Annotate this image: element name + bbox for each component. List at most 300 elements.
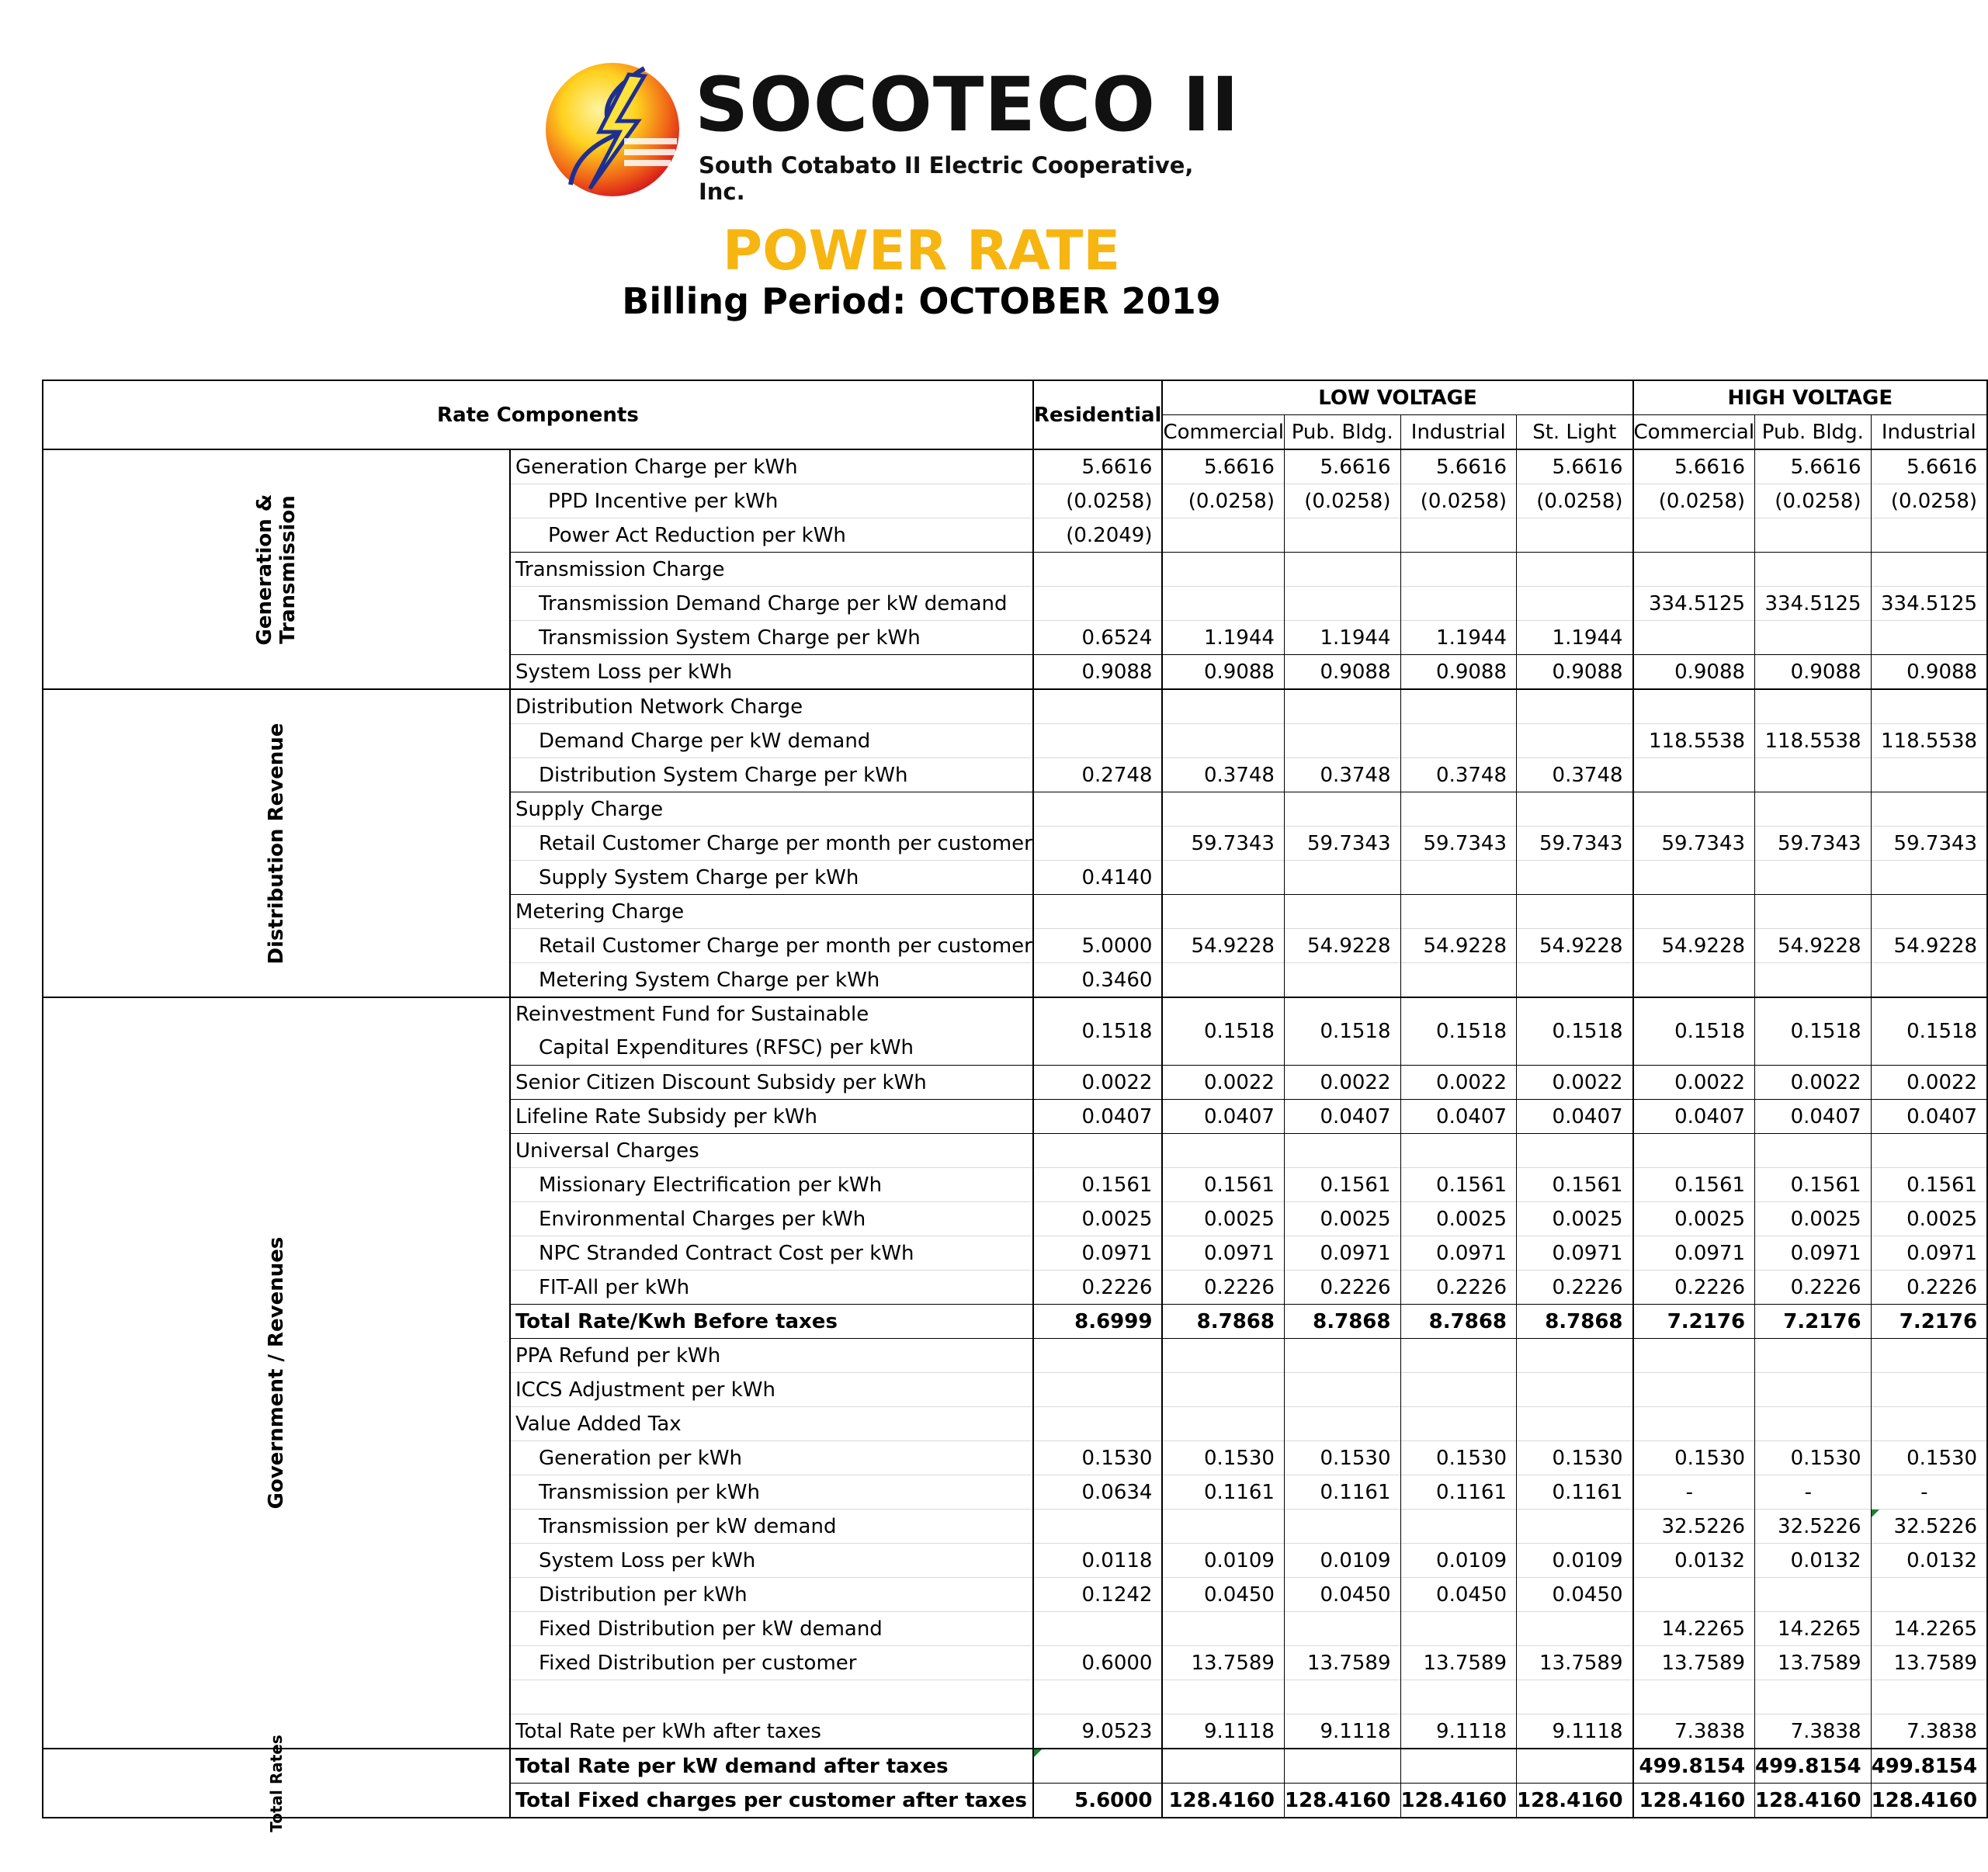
cell-lv-commercial bbox=[1162, 1612, 1284, 1646]
cell-lv-st-light bbox=[1517, 792, 1633, 827]
cell-hv-commercial bbox=[1633, 1373, 1755, 1407]
cell-hv-pub-bldg: 7.2176 bbox=[1755, 1305, 1872, 1339]
cell-residential bbox=[1033, 1612, 1163, 1646]
cell-hv-industrial bbox=[1871, 758, 1987, 792]
cell-residential bbox=[1033, 1373, 1163, 1407]
cell-hv-pub-bldg bbox=[1755, 792, 1872, 827]
cell-hv-pub-bldg bbox=[1755, 1339, 1872, 1373]
cell-hv-industrial: 13.7589 bbox=[1871, 1646, 1987, 1680]
cell-residential bbox=[1033, 1749, 1163, 1784]
cell-lv-st-light bbox=[1517, 1510, 1633, 1544]
cell-hv-pub-bldg: 0.0407 bbox=[1755, 1100, 1872, 1134]
cell-residential bbox=[1033, 1510, 1163, 1544]
cell-hv-industrial: 0.0407 bbox=[1871, 1100, 1987, 1134]
row-label: NPC Stranded Contract Cost per kWh bbox=[510, 1236, 1033, 1271]
cell-lv-st-light: 13.7589 bbox=[1517, 1646, 1633, 1680]
row-label: Lifeline Rate Subsidy per kWh bbox=[510, 1100, 1033, 1134]
cell-lv-industrial: 0.1561 bbox=[1400, 1168, 1517, 1202]
cell-hv-pub-bldg: - bbox=[1755, 1475, 1872, 1510]
cell-lv-commercial: 0.0025 bbox=[1162, 1202, 1284, 1236]
row-label: Distribution System Charge per kWh bbox=[510, 758, 1033, 792]
cell-hv-commercial bbox=[1633, 895, 1755, 929]
section-label-dist bbox=[43, 689, 510, 997]
cell-residential: 5.6616 bbox=[1033, 449, 1163, 484]
cell-hv-commercial bbox=[1633, 792, 1755, 827]
row-label: Supply Charge bbox=[510, 792, 1033, 827]
cell-lv-st-light: 0.2226 bbox=[1517, 1271, 1633, 1305]
cell-lv-commercial bbox=[1162, 1407, 1284, 1441]
cell-hv-pub-bldg: 334.5125 bbox=[1755, 587, 1872, 621]
cell-lv-industrial: 128.4160 bbox=[1400, 1784, 1517, 1818]
cell-lv-pub-bldg bbox=[1284, 1373, 1400, 1407]
cell-lv-industrial: 1.1944 bbox=[1400, 621, 1517, 655]
cell-lv-pub-bldg bbox=[1284, 1407, 1400, 1441]
row-label: Power Act Reduction per kWh bbox=[510, 518, 1033, 553]
cell-hv-commercial bbox=[1633, 518, 1755, 553]
page-title: POWER RATE bbox=[722, 219, 1121, 283]
cell-hv-pub-bldg: 7.3838 bbox=[1755, 1714, 1872, 1749]
row-label: ICCS Adjustment per kWh bbox=[510, 1373, 1033, 1407]
cell-hv-industrial: 0.0022 bbox=[1871, 1066, 1987, 1100]
cell-hv-commercial: 0.1530 bbox=[1633, 1441, 1755, 1475]
table-row bbox=[43, 1749, 1987, 1784]
cell-lv-st-light: 0.0025 bbox=[1517, 1202, 1633, 1236]
cell-lv-pub-bldg: 0.0971 bbox=[1284, 1236, 1400, 1271]
cell-hv-commercial: 59.7343 bbox=[1633, 827, 1755, 861]
cell-hv-commercial bbox=[1633, 1407, 1755, 1441]
cell-hv-pub-bldg: 14.2265 bbox=[1755, 1612, 1872, 1646]
row-label: PPA Refund per kWh bbox=[510, 1339, 1033, 1373]
header-row-1 bbox=[43, 380, 1987, 415]
row-label: System Loss per kWh bbox=[510, 655, 1033, 690]
cell-hv-pub-bldg: 0.1518 bbox=[1755, 997, 1872, 1066]
cell-lv-st-light bbox=[1517, 895, 1633, 929]
cell-residential: 0.3460 bbox=[1033, 963, 1163, 998]
cell-lv-industrial: 5.6616 bbox=[1400, 449, 1517, 484]
cell-residential: (0.0258) bbox=[1033, 484, 1163, 518]
row-label: Environmental Charges per kWh bbox=[510, 1202, 1033, 1236]
cell-lv-industrial: 0.1161 bbox=[1400, 1475, 1517, 1510]
cell-lv-pub-bldg: 0.3748 bbox=[1284, 758, 1400, 792]
header-lv-st-light: St. Light bbox=[1517, 415, 1633, 450]
section-label-gov bbox=[43, 997, 510, 1749]
cell-lv-pub-bldg bbox=[1284, 689, 1400, 724]
cell-lv-industrial bbox=[1400, 1612, 1517, 1646]
cell-lv-pub-bldg bbox=[1284, 1680, 1400, 1714]
cell-lv-industrial: 13.7589 bbox=[1400, 1646, 1517, 1680]
cell-hv-commercial: 499.8154 bbox=[1633, 1749, 1755, 1784]
cell-hv-commercial: - bbox=[1633, 1475, 1755, 1510]
row-label bbox=[510, 997, 1033, 1066]
cell-lv-pub-bldg: 0.9088 bbox=[1284, 655, 1400, 690]
row-label: Retail Customer Charge per month per customer bbox=[510, 827, 1033, 861]
row-label: Transmission Demand Charge per kW demand bbox=[510, 587, 1033, 621]
cell-lv-commercial: 59.7343 bbox=[1162, 827, 1284, 861]
cell-lv-commercial bbox=[1162, 963, 1284, 998]
cell-lv-industrial bbox=[1400, 1680, 1517, 1714]
cell-hv-commercial: 0.9088 bbox=[1633, 655, 1755, 690]
row-label: Transmission System Charge per kWh bbox=[510, 621, 1033, 655]
cell-hv-industrial bbox=[1871, 1134, 1987, 1168]
cell-hv-pub-bldg: 0.1561 bbox=[1755, 1168, 1872, 1202]
cell-hv-commercial: 0.2226 bbox=[1633, 1271, 1755, 1305]
cell-hv-industrial: 7.3838 bbox=[1871, 1714, 1987, 1749]
cell-lv-commercial: 0.0109 bbox=[1162, 1544, 1284, 1578]
cell-lv-st-light bbox=[1517, 1373, 1633, 1407]
cell-hv-industrial bbox=[1871, 1578, 1987, 1612]
cell-lv-st-light bbox=[1517, 963, 1633, 998]
cell-hv-industrial bbox=[1871, 518, 1987, 553]
cell-lv-industrial bbox=[1400, 1407, 1517, 1441]
cell-hv-commercial bbox=[1633, 1680, 1755, 1714]
billing-period: Billing Period: OCTOBER 2019 bbox=[622, 280, 1221, 322]
cell-hv-pub-bldg bbox=[1755, 689, 1872, 724]
cell-lv-commercial: (0.0258) bbox=[1162, 484, 1284, 518]
cell-lv-industrial bbox=[1400, 895, 1517, 929]
cell-lv-industrial: 8.7868 bbox=[1400, 1305, 1517, 1339]
cell-lv-commercial: 0.0971 bbox=[1162, 1236, 1284, 1271]
cell-lv-commercial: 54.9228 bbox=[1162, 929, 1284, 963]
cell-hv-industrial: (0.0258) bbox=[1871, 484, 1987, 518]
cell-lv-commercial: 9.1118 bbox=[1162, 1714, 1284, 1749]
cell-lv-industrial: 0.3748 bbox=[1400, 758, 1517, 792]
cell-hv-industrial: 0.0132 bbox=[1871, 1544, 1987, 1578]
cell-lv-industrial: 0.0971 bbox=[1400, 1236, 1517, 1271]
cell-lv-pub-bldg: 0.0109 bbox=[1284, 1544, 1400, 1578]
section-label-text: Generation & Transmission bbox=[253, 494, 300, 645]
cell-lv-st-light: 128.4160 bbox=[1517, 1784, 1633, 1818]
cell-hv-commercial: (0.0258) bbox=[1633, 484, 1755, 518]
row-label: FIT-All per kWh bbox=[510, 1271, 1033, 1305]
cell-lv-commercial: 13.7589 bbox=[1162, 1646, 1284, 1680]
cell-hv-industrial: 0.1518 bbox=[1871, 997, 1987, 1066]
cell-hv-industrial bbox=[1871, 553, 1987, 587]
cell-lv-commercial bbox=[1162, 724, 1284, 758]
cell-lv-st-light: 9.1118 bbox=[1517, 1714, 1633, 1749]
cell-residential: (0.2049) bbox=[1033, 518, 1163, 553]
cell-residential bbox=[1033, 895, 1163, 929]
cell-lv-commercial bbox=[1162, 1339, 1284, 1373]
row-label: Metering Charge bbox=[510, 895, 1033, 929]
row-label: Generation Charge per kWh bbox=[510, 449, 1033, 484]
cell-residential bbox=[1033, 689, 1163, 724]
cell-hv-industrial bbox=[1871, 1680, 1987, 1714]
cell-residential: 0.1242 bbox=[1033, 1578, 1163, 1612]
cell-lv-pub-bldg: 0.0450 bbox=[1284, 1578, 1400, 1612]
cell-hv-pub-bldg bbox=[1755, 518, 1872, 553]
brand-subtitle: South Cotabato II Electric Cooperative, Inc. bbox=[699, 152, 1194, 205]
cell-lv-pub-bldg bbox=[1284, 553, 1400, 587]
cell-lv-st-light: 59.7343 bbox=[1517, 827, 1633, 861]
row-label: Demand Charge per kW demand bbox=[510, 724, 1033, 758]
cell-lv-industrial: 0.0407 bbox=[1400, 1100, 1517, 1134]
cell-hv-industrial bbox=[1871, 861, 1987, 895]
cell-hv-industrial: 0.2226 bbox=[1871, 1271, 1987, 1305]
cell-lv-st-light: 0.1561 bbox=[1517, 1168, 1633, 1202]
cell-hv-commercial: 0.1561 bbox=[1633, 1168, 1755, 1202]
cell-lv-st-light bbox=[1517, 861, 1633, 895]
cell-lv-st-light: 1.1944 bbox=[1517, 621, 1633, 655]
cell-hv-pub-bldg bbox=[1755, 621, 1872, 655]
cell-hv-industrial bbox=[1871, 1373, 1987, 1407]
cell-residential: 0.1561 bbox=[1033, 1168, 1163, 1202]
cell-lv-pub-bldg bbox=[1284, 963, 1400, 998]
cell-lv-commercial bbox=[1162, 1749, 1284, 1784]
row-label: Senior Citizen Discount Subsidy per kWh bbox=[510, 1066, 1033, 1100]
cell-hv-pub-bldg: 59.7343 bbox=[1755, 827, 1872, 861]
cell-hv-industrial bbox=[1871, 689, 1987, 724]
cell-hv-industrial: 0.1561 bbox=[1871, 1168, 1987, 1202]
cell-lv-industrial: 0.0025 bbox=[1400, 1202, 1517, 1236]
cell-lv-industrial: 0.1518 bbox=[1400, 997, 1517, 1066]
cell-lv-commercial bbox=[1162, 553, 1284, 587]
cell-lv-commercial: 8.7868 bbox=[1162, 1305, 1284, 1339]
row-label: Transmission per kWh bbox=[510, 1475, 1033, 1510]
cell-hv-pub-bldg: 54.9228 bbox=[1755, 929, 1872, 963]
cell-hv-commercial: 0.0022 bbox=[1633, 1066, 1755, 1100]
row-label: Total Fixed charges per customer after taxes bbox=[510, 1784, 1033, 1818]
cell-hv-pub-bldg: 5.6616 bbox=[1755, 449, 1872, 484]
cell-residential: 0.1518 bbox=[1033, 997, 1163, 1066]
cell-lv-commercial: 0.0407 bbox=[1162, 1100, 1284, 1134]
table-row bbox=[43, 997, 1987, 1066]
cell-lv-industrial bbox=[1400, 1510, 1517, 1544]
cell-hv-commercial: 128.4160 bbox=[1633, 1784, 1755, 1818]
cell-lv-commercial: 0.1518 bbox=[1162, 997, 1284, 1066]
cell-hv-industrial bbox=[1871, 621, 1987, 655]
cell-hv-commercial: 7.3838 bbox=[1633, 1714, 1755, 1749]
cell-lv-st-light bbox=[1517, 1134, 1633, 1168]
cell-hv-industrial: 0.9088 bbox=[1871, 655, 1987, 690]
section-label-text: Total Rates bbox=[267, 1735, 286, 1832]
cell-lv-st-light: 5.6616 bbox=[1517, 449, 1633, 484]
cell-residential bbox=[1033, 587, 1163, 621]
cell-residential: 0.0407 bbox=[1033, 1100, 1163, 1134]
cell-lv-industrial: 0.1530 bbox=[1400, 1441, 1517, 1475]
cell-residential: 0.0971 bbox=[1033, 1236, 1163, 1271]
cell-lv-pub-bldg: 0.1161 bbox=[1284, 1475, 1400, 1510]
cell-lv-st-light: 8.7868 bbox=[1517, 1305, 1633, 1339]
cell-hv-industrial bbox=[1871, 895, 1987, 929]
header-high-voltage: HIGH VOLTAGE bbox=[1633, 380, 1988, 415]
cell-lv-pub-bldg: 0.0025 bbox=[1284, 1202, 1400, 1236]
row-label: Missionary Electrification per kWh bbox=[510, 1168, 1033, 1202]
cell-hv-industrial: 0.0025 bbox=[1871, 1202, 1987, 1236]
cell-lv-commercial: 1.1944 bbox=[1162, 621, 1284, 655]
cell-lv-industrial: (0.0258) bbox=[1400, 484, 1517, 518]
cell-lv-commercial: 5.6616 bbox=[1162, 449, 1284, 484]
cell-hv-industrial: 32.5226 bbox=[1871, 1510, 1987, 1544]
cell-lv-pub-bldg bbox=[1284, 895, 1400, 929]
cell-hv-commercial bbox=[1633, 689, 1755, 724]
row-label: Total Rate per kWh after taxes bbox=[510, 1714, 1033, 1749]
cell-lv-industrial bbox=[1400, 1339, 1517, 1373]
section-label-tot bbox=[43, 1735, 510, 1832]
cell-lv-industrial: 59.7343 bbox=[1400, 827, 1517, 861]
header-lv-pub-bldg: Pub. Bldg. bbox=[1284, 415, 1400, 450]
cell-lv-pub-bldg: 8.7868 bbox=[1284, 1305, 1400, 1339]
cell-hv-commercial: 7.2176 bbox=[1633, 1305, 1755, 1339]
cell-lv-pub-bldg bbox=[1284, 1339, 1400, 1373]
cell-lv-commercial bbox=[1162, 518, 1284, 553]
cell-hv-industrial: 54.9228 bbox=[1871, 929, 1987, 963]
cell-lv-pub-bldg bbox=[1284, 861, 1400, 895]
cell-lv-pub-bldg bbox=[1284, 1134, 1400, 1168]
cell-residential: 0.0022 bbox=[1033, 1066, 1163, 1100]
cell-hv-pub-bldg: 499.8154 bbox=[1755, 1749, 1872, 1784]
cell-residential bbox=[1033, 827, 1163, 861]
cell-hv-commercial: 0.0025 bbox=[1633, 1202, 1755, 1236]
cell-lv-pub-bldg bbox=[1284, 587, 1400, 621]
cell-residential: 0.2748 bbox=[1033, 758, 1163, 792]
cell-hv-commercial bbox=[1633, 1339, 1755, 1373]
cell-lv-commercial bbox=[1162, 895, 1284, 929]
cell-hv-industrial bbox=[1871, 792, 1987, 827]
cell-lv-industrial bbox=[1400, 861, 1517, 895]
cell-lv-commercial bbox=[1162, 1373, 1284, 1407]
cell-hv-commercial bbox=[1633, 758, 1755, 792]
cell-lv-pub-bldg: 13.7589 bbox=[1284, 1646, 1400, 1680]
cell-lv-pub-bldg bbox=[1284, 724, 1400, 758]
cell-hv-industrial: 0.1530 bbox=[1871, 1441, 1987, 1475]
cell-lv-commercial: 128.4160 bbox=[1162, 1784, 1284, 1818]
cell-lv-industrial bbox=[1400, 1134, 1517, 1168]
cell-hv-commercial: 0.1518 bbox=[1633, 997, 1755, 1066]
row-label: Transmission Charge bbox=[510, 553, 1033, 587]
cell-residential: 0.6524 bbox=[1033, 621, 1163, 655]
cell-hv-commercial bbox=[1633, 621, 1755, 655]
row-label: Supply System Charge per kWh bbox=[510, 861, 1033, 895]
cell-hv-pub-bldg bbox=[1755, 963, 1872, 998]
cell-residential: 0.6000 bbox=[1033, 1646, 1163, 1680]
cell-residential bbox=[1033, 1134, 1163, 1168]
cell-lv-st-light bbox=[1517, 1407, 1633, 1441]
cell-lv-industrial bbox=[1400, 963, 1517, 998]
cell-lv-pub-bldg: 0.1518 bbox=[1284, 997, 1400, 1066]
cell-hv-pub-bldg: 0.0132 bbox=[1755, 1544, 1872, 1578]
cell-lv-st-light bbox=[1517, 518, 1633, 553]
cell-residential: 0.1530 bbox=[1033, 1441, 1163, 1475]
cell-lv-industrial bbox=[1400, 587, 1517, 621]
header-hv-commercial: Commercial bbox=[1633, 415, 1755, 450]
cell-hv-pub-bldg: 0.1530 bbox=[1755, 1441, 1872, 1475]
row-label: Universal Charges bbox=[510, 1134, 1033, 1168]
cell-residential: 5.6000 bbox=[1033, 1784, 1163, 1818]
header-rate-components: Rate Components bbox=[43, 380, 1033, 449]
cell-hv-pub-bldg: 0.9088 bbox=[1755, 655, 1872, 690]
cell-hv-pub-bldg: 118.5538 bbox=[1755, 724, 1872, 758]
cell-residential bbox=[1033, 1339, 1163, 1373]
cell-residential bbox=[1033, 792, 1163, 827]
cell-hv-commercial bbox=[1633, 553, 1755, 587]
cell-lv-st-light: 0.1518 bbox=[1517, 997, 1633, 1066]
cell-hv-industrial bbox=[1871, 1407, 1987, 1441]
cell-hv-commercial bbox=[1633, 963, 1755, 998]
cell-hv-pub-bldg bbox=[1755, 1373, 1872, 1407]
cell-lv-pub-bldg: 59.7343 bbox=[1284, 827, 1400, 861]
cell-hv-pub-bldg: 128.4160 bbox=[1755, 1784, 1872, 1818]
cell-hv-industrial: 128.4160 bbox=[1871, 1784, 1987, 1818]
cell-hv-commercial: 54.9228 bbox=[1633, 929, 1755, 963]
cell-residential bbox=[1033, 724, 1163, 758]
cell-hv-commercial bbox=[1633, 1134, 1755, 1168]
cell-hv-pub-bldg bbox=[1755, 553, 1872, 587]
cell-lv-industrial bbox=[1400, 518, 1517, 553]
row-label: Distribution per kWh bbox=[510, 1578, 1033, 1612]
cell-hv-industrial: 14.2265 bbox=[1871, 1612, 1987, 1646]
cell-lv-st-light: 54.9228 bbox=[1517, 929, 1633, 963]
cell-lv-commercial bbox=[1162, 792, 1284, 827]
cell-residential: 0.4140 bbox=[1033, 861, 1163, 895]
cell-residential bbox=[1033, 553, 1163, 587]
cell-hv-pub-bldg: 0.0022 bbox=[1755, 1066, 1872, 1100]
cell-hv-industrial: 5.6616 bbox=[1871, 449, 1987, 484]
cell-lv-st-light: 0.3748 bbox=[1517, 758, 1633, 792]
cell-hv-industrial bbox=[1871, 963, 1987, 998]
cell-lv-industrial bbox=[1400, 1373, 1517, 1407]
cell-lv-commercial bbox=[1162, 1680, 1284, 1714]
cell-lv-commercial bbox=[1162, 861, 1284, 895]
cell-lv-st-light: 0.1530 bbox=[1517, 1441, 1633, 1475]
cell-lv-pub-bldg: 128.4160 bbox=[1284, 1784, 1400, 1818]
cell-hv-pub-bldg bbox=[1755, 1134, 1872, 1168]
cell-hv-pub-bldg bbox=[1755, 1680, 1872, 1714]
row-label: System Loss per kWh bbox=[510, 1544, 1033, 1578]
rate-table bbox=[42, 380, 1988, 1832]
cell-lv-industrial: 0.0022 bbox=[1400, 1066, 1517, 1100]
cell-lv-pub-bldg: 9.1118 bbox=[1284, 1714, 1400, 1749]
cell-hv-commercial: 5.6616 bbox=[1633, 449, 1755, 484]
section-label-gen bbox=[43, 449, 510, 689]
cell-lv-st-light bbox=[1517, 587, 1633, 621]
cell-hv-industrial: 118.5538 bbox=[1871, 724, 1987, 758]
cell-hv-pub-bldg: 32.5226 bbox=[1755, 1510, 1872, 1544]
cell-residential: 0.0025 bbox=[1033, 1202, 1163, 1236]
header-residential: Residential bbox=[1033, 380, 1163, 449]
row-label: Distribution Network Charge bbox=[510, 689, 1033, 724]
cell-hv-commercial bbox=[1633, 861, 1755, 895]
cell-lv-industrial bbox=[1400, 689, 1517, 724]
cell-lv-st-light bbox=[1517, 1749, 1633, 1784]
cell-lv-st-light: 0.1161 bbox=[1517, 1475, 1633, 1510]
table-row bbox=[43, 689, 1987, 724]
row-label: Retail Customer Charge per month per customer bbox=[510, 929, 1033, 963]
cell-hv-pub-bldg: 0.0025 bbox=[1755, 1202, 1872, 1236]
cell-hv-commercial bbox=[1633, 1578, 1755, 1612]
cell-lv-industrial: 9.1118 bbox=[1400, 1714, 1517, 1749]
cell-lv-commercial: 0.2226 bbox=[1162, 1271, 1284, 1305]
cell-hv-pub-bldg bbox=[1755, 895, 1872, 929]
cell-lv-pub-bldg bbox=[1284, 1749, 1400, 1784]
row-label: Transmission per kW demand bbox=[510, 1510, 1033, 1544]
cell-residential: 0.9088 bbox=[1033, 655, 1163, 690]
cell-lv-industrial bbox=[1400, 553, 1517, 587]
table-row bbox=[43, 449, 1987, 484]
cell-hv-pub-bldg bbox=[1755, 758, 1872, 792]
header-lv-industrial: Industrial bbox=[1400, 415, 1517, 450]
cell-lv-st-light: 0.0450 bbox=[1517, 1578, 1633, 1612]
cell-lv-industrial bbox=[1400, 792, 1517, 827]
cell-hv-commercial: 0.0132 bbox=[1633, 1544, 1755, 1578]
cell-lv-commercial: 0.9088 bbox=[1162, 655, 1284, 690]
cell-hv-industrial: 334.5125 bbox=[1871, 587, 1987, 621]
section-label-text: Distribution Revenue bbox=[265, 723, 288, 964]
cell-lv-pub-bldg bbox=[1284, 518, 1400, 553]
row-label: Fixed Distribution per kW demand bbox=[510, 1612, 1033, 1646]
cell-lv-commercial: 0.0450 bbox=[1162, 1578, 1284, 1612]
cell-hv-pub-bldg: 0.2226 bbox=[1755, 1271, 1872, 1305]
header-low-voltage: LOW VOLTAGE bbox=[1162, 380, 1632, 415]
